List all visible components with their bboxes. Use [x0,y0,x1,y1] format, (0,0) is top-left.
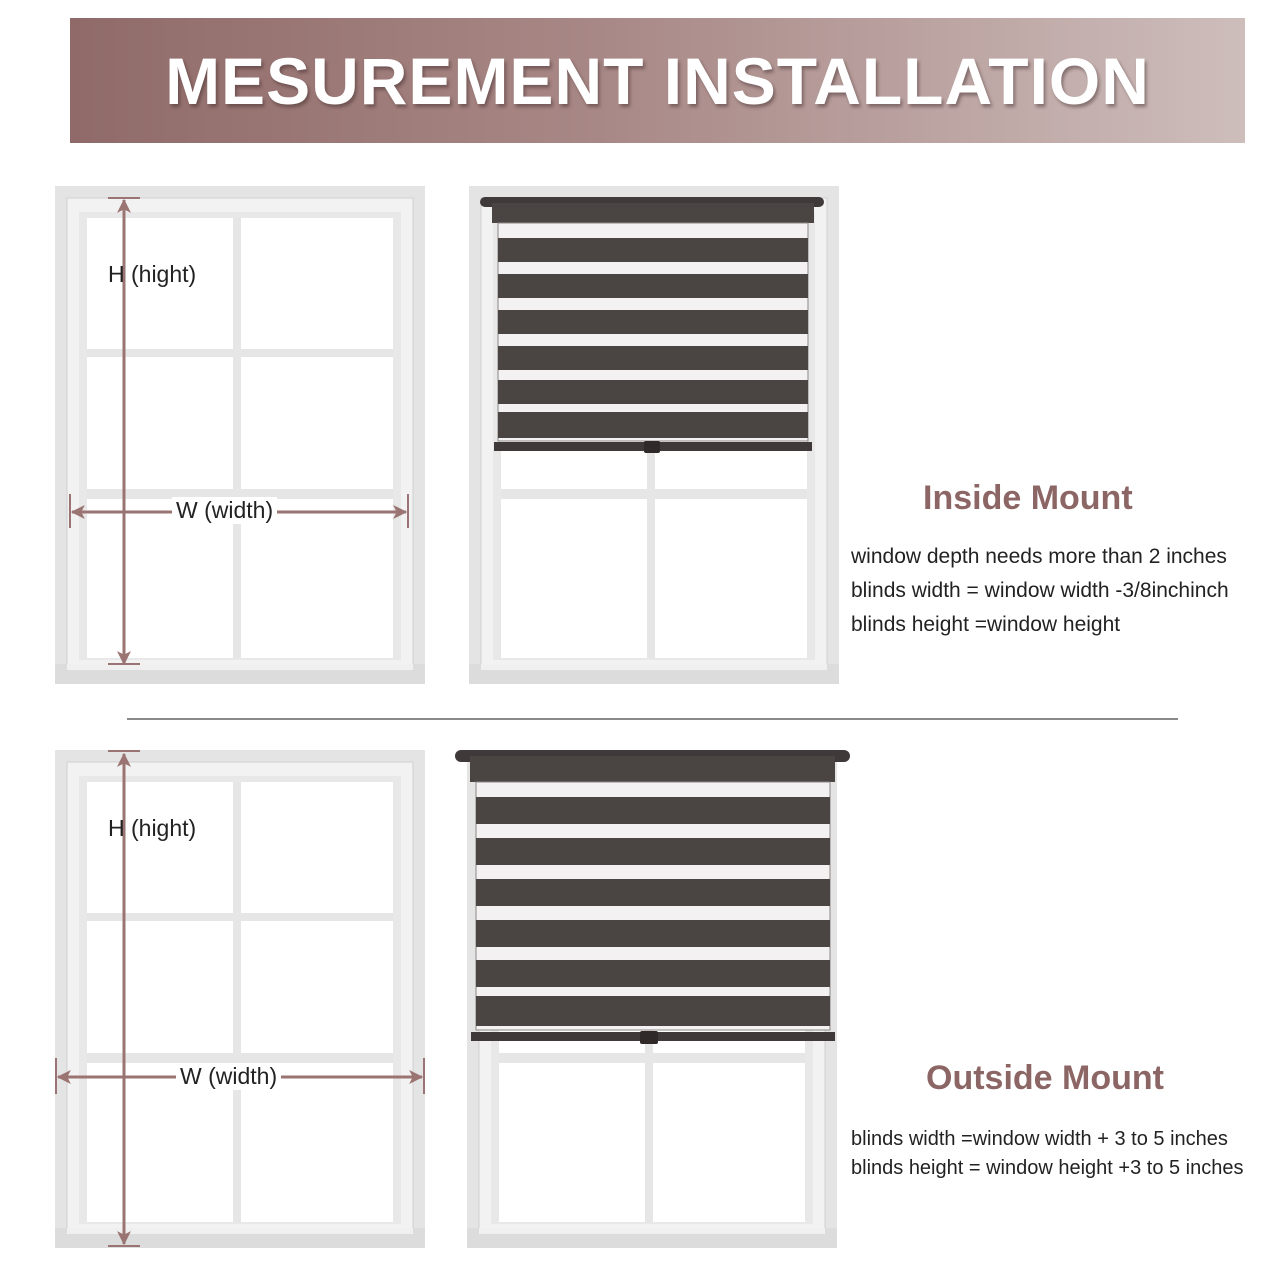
outside-note-width: blinds width =window width + 3 to 5 inches [851,1128,1228,1150]
inside-height-label: H (hight) [108,261,197,287]
page-title: MESUREMENT INSTALLATION [165,43,1150,118]
outside-width-label: W (width) [176,1063,281,1090]
outside-height-label: H (hight) [108,815,197,841]
inside-window-with-blind [469,186,839,684]
inside-width-label: W (width) [172,497,277,524]
outside-window-with-blind [455,750,850,1248]
inside-mount-title: Inside Mount [923,479,1133,517]
outside-note-height: blinds height = window height +3 to 5 inches [851,1157,1244,1179]
inside-note-height: blinds height =window height [851,613,1121,636]
inside-note-depth: window depth needs more than 2 inches [851,545,1227,568]
inside-note-width: blinds width = window width -3/8inchinch [851,579,1229,602]
outside-mount-title: Outside Mount [926,1059,1164,1097]
section-divider [127,718,1178,720]
